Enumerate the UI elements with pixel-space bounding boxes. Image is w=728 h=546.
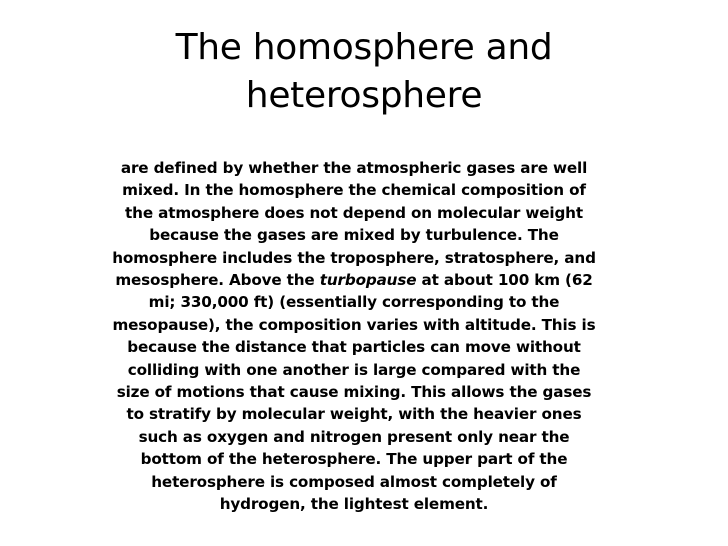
slide-title [150,24,578,120]
body-text-emphasis-turbopause: turbopause [319,271,417,290]
slide-title-line-2: heterosphere [245,75,483,116]
slide-body-text [112,157,596,516]
body-text-part-1: are defined by whether the atmospheric gases are well mixed. In the homosphere the chemical composition of the atmosphere does not depend on molecular weight because the gases are mixed by turbulence. The homosphere includes the troposphere, stratosphere, and mesosphere. Above the [112,159,596,290]
body-text-part-2: at about 100 km (62 mi; 330,000 ft) (essentially corresponding to the mesopause), the composition varies with altitude. This is because the distance that particles can move without colliding with one another is large compared with the size of motions that cause mixing. This allows the gases to stratify by molecular weight, with the heavier ones such as oxygen and nitrogen present only near the bottom of the heterosphere. The upper part of the heterosphere is composed almost completely of hydrogen, the lightest element. [112,271,596,514]
slide-title-line-1: The homosphere and [175,27,553,68]
